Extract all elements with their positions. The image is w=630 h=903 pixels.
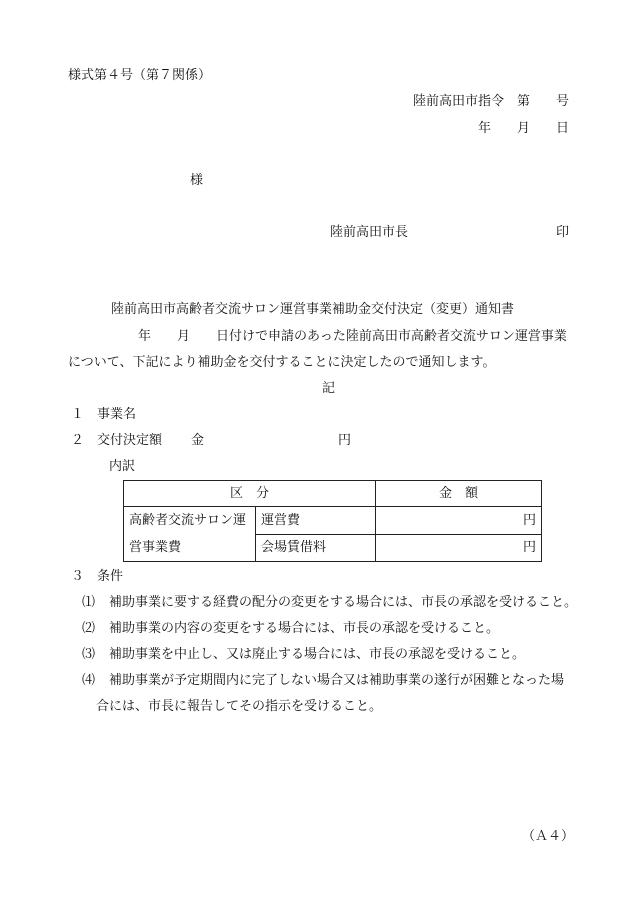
ki-heading: 記 (322, 381, 336, 396)
condition-1-number: ⑴ (82, 595, 96, 610)
row-1-amount: 円 (376, 507, 542, 535)
item-1-label: 事業名 (97, 407, 137, 422)
row-2-item: 会場賃借料 (256, 534, 376, 562)
conditions-number: ３ (71, 569, 85, 584)
body-text-line-2: について、下記により補助金を交付することに決定したので通知します。 (68, 355, 496, 370)
category-line-1: 高齢者交流サロン運 (129, 513, 247, 528)
condition-4-text-line-2: 合には、市長に報告してその指示を受けること。 (96, 699, 383, 714)
header-amount: 金 額 (376, 481, 542, 507)
category-line-2: 営事業費 (129, 540, 182, 555)
condition-3-number: ⑶ (82, 647, 96, 662)
breakdown-label: 内訳 (109, 459, 136, 474)
recipient-honorific: 様 (190, 173, 204, 188)
body-text-line-1: 年 月 日付けで申請のあった陸前高田市高齢者交流サロン運営事業 (138, 329, 567, 344)
condition-4-text-line-1: 補助事業が予定期間内に完了しない場合又は補助事業の遂行が困難となった場 (109, 673, 565, 688)
breakdown-table (123, 480, 542, 562)
seal-mark: 印 (556, 225, 570, 240)
header-category: 区 分 (124, 481, 376, 507)
item-2-number: ２ (71, 433, 85, 448)
sender-title: 陸前高田市長 (330, 225, 409, 240)
condition-4-number: ⑷ (82, 673, 96, 688)
row-1-item: 運営費 (256, 507, 376, 535)
condition-1-text: 補助事業に要する経費の配分の変更をする場合には、市長の承認を受けること。 (109, 595, 578, 610)
document-title: 陸前高田市高齢者交流サロン運営事業補助金交付決定（変更）通知書 (111, 302, 515, 317)
row-2-amount: 円 (376, 534, 542, 562)
item-2-kin: 金 (191, 433, 205, 448)
item-1-number: １ (71, 407, 85, 422)
paper-size-label: （Ａ４） (521, 829, 574, 844)
condition-2-number: ⑵ (82, 621, 96, 636)
category-cell (124, 507, 256, 562)
table-header-row (124, 481, 542, 507)
item-2-yen: 円 (338, 433, 352, 448)
item-2-label: 交付決定額 (97, 433, 163, 448)
condition-3-text: 補助事業を中止し、又は廃止する場合には、市長の承認を受けること。 (109, 647, 526, 662)
reference-number-line: 陸前高田市指令 第 号 (412, 94, 569, 109)
form-number: 様式第４号（第７関係） (68, 68, 212, 83)
conditions-label: 条件 (97, 569, 124, 584)
table-row (124, 507, 542, 535)
condition-2-text: 補助事業の内容の変更をする場合には、市長の承認を受けること。 (109, 621, 500, 636)
date-line: 年 月 日 (477, 121, 569, 136)
